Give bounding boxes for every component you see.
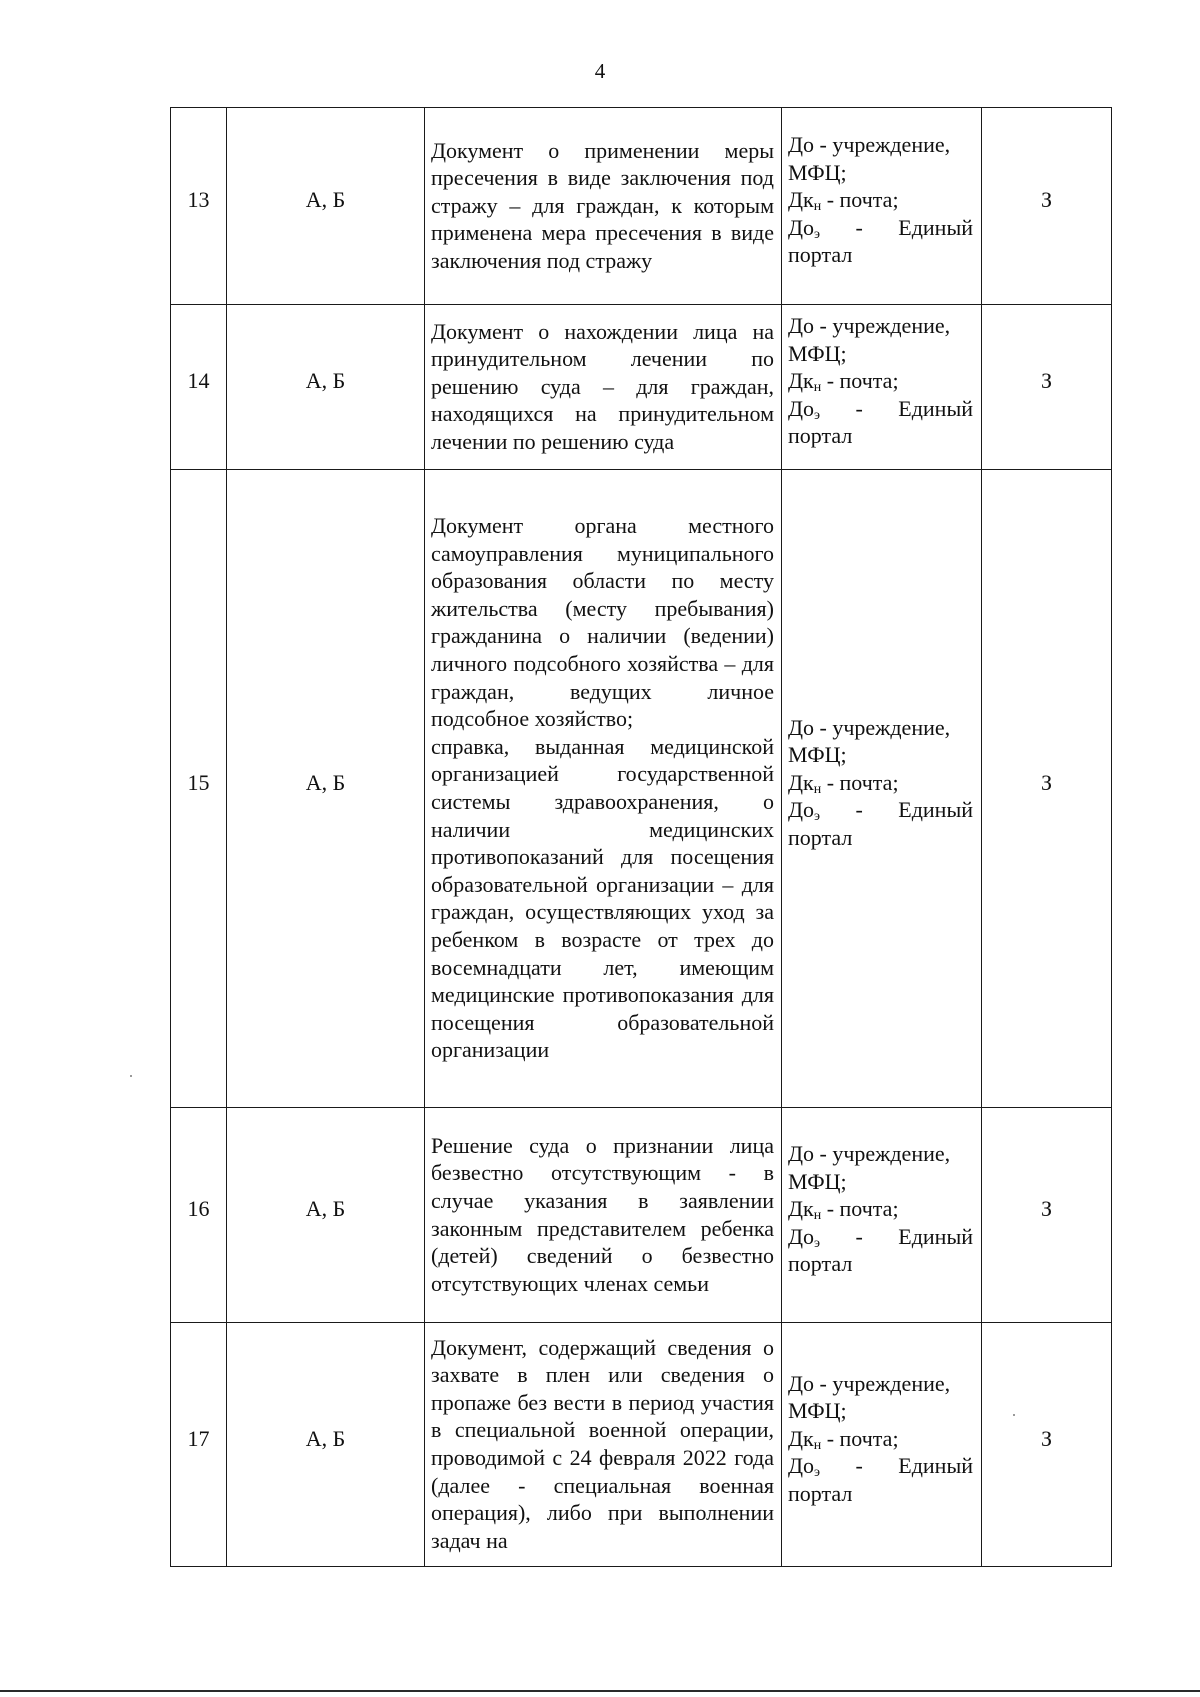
code-cell [982,1323,1112,1567]
document-paragraph: справка, выданная медицинской организацией государственной системы здравоохранения, о наличии медицинских противопоказаний для посещения образовательной организации – для граждан, осуществляющих уход за ребенком в возрасте от трех до восемнадцати лет, имеющим медицинские противопоказания для посещения образовательной организации [431,733,774,1063]
code: З [1040,769,1053,795]
code: З [1040,187,1053,213]
method-line: $Дк_н$ - почта; [788,1425,899,1453]
code: З [1040,368,1053,394]
category: А, Б [305,769,346,795]
documents-table [170,107,1112,1567]
method-line: $Дк_н$ - почта; [788,187,899,215]
document-description: Решение суда о признании лица безвестно отсутствующим - в случае указания в заявлении законным представителем ребенка (детей) сведений о безвестно отсутствующих членах семьи [425,1108,782,1323]
row-number: 17 [187,1425,210,1451]
method-line: До - учреждение, [788,1370,951,1396]
method-line: МФЦ; [788,159,847,185]
code-cell [982,1108,1112,1323]
code-cell [982,305,1112,470]
submission-method [782,108,982,305]
row-number-cell [171,305,227,470]
method-line: $Дк_н$ - почта; [788,368,899,396]
method-line: $Дк_н$ - почта; [788,769,899,797]
category: А, Б [305,1196,346,1222]
method-line: $До_э$ - Единый [788,395,973,423]
row-number: 14 [187,368,210,394]
table-row [171,470,1112,1108]
method-line: $До_э$ - Единый [788,214,973,242]
method-line: $До_э$ - Единый [788,797,973,825]
category-cell [227,1108,425,1323]
table-row [171,108,1112,305]
code: З [1040,1425,1053,1451]
method-line: МФЦ; [788,340,847,366]
code-cell [982,108,1112,305]
method-line: МФЦ; [788,742,847,768]
row-number: 16 [187,1196,210,1222]
table-row [171,1323,1112,1567]
row-number-cell [171,1323,227,1567]
row-number-cell [171,108,227,305]
method-line: $До_э$ - Единый [788,1223,973,1251]
row-number-cell [171,470,227,1108]
document-paragraph: Документ органа местного самоуправления муниципального образования области по месту жительства (месту пребывания) гражданина о наличии (ведении) личного подсобного хозяйства – для граждан, ведущих личное подсобное хозяйство; [431,513,774,732]
submission-method [782,305,982,470]
document-description: Документ, содержащий сведения о захвате в плен или сведения о пропаже без вести в период участия в специальной военной операции, проводимой с 24 февраля 2022 года (далее - специальная военная операция), либо при выполнении задач на [425,1323,782,1567]
submission-method [782,470,982,1108]
method-line: До - учреждение, [788,714,951,740]
category-cell [227,108,425,305]
code-cell [982,470,1112,1108]
code: З [1040,1196,1053,1222]
document-description: Документ о применении меры пресечения в виде заключения под стражу – для граждан, к которым применена мера пресечения в виде заключения под стражу [425,108,782,305]
method-line: $До_э$ - Единый [788,1453,973,1481]
category: А, Б [305,368,346,394]
method-line: МФЦ; [788,1168,847,1194]
method-line: МФЦ; [788,1398,847,1424]
scan-speck [130,1075,132,1077]
method-line: портал [788,423,853,449]
method-line: $Дк_н$ - почта; [788,1196,899,1224]
table-row [171,305,1112,470]
category-cell [227,470,425,1108]
method-line: До - учреждение, [788,1141,951,1167]
category-cell [227,305,425,470]
table-row [171,1108,1112,1323]
submission-method [782,1108,982,1323]
method-line: До - учреждение, [788,132,951,158]
method-line: портал [788,1251,853,1277]
method-line: портал [788,1480,853,1506]
method-line: портал [788,824,853,850]
row-number-cell [171,1108,227,1323]
method-line: портал [788,242,853,268]
category: А, Б [305,1425,346,1451]
page-number: 4 [594,59,606,83]
row-number: 13 [187,187,210,213]
document-description: Документ о нахождении лица на принудительном лечении по решению суда – для граждан, находящихся на принудительном лечении по решению суда [425,305,782,470]
scan-edge-line [0,1690,1200,1692]
category: А, Б [305,187,346,213]
method-line: До - учреждение, [788,313,951,339]
category-cell [227,1323,425,1567]
submission-method [782,1323,982,1567]
scan-speck [1013,1414,1015,1416]
document-description [425,470,782,1108]
row-number: 15 [187,769,210,795]
